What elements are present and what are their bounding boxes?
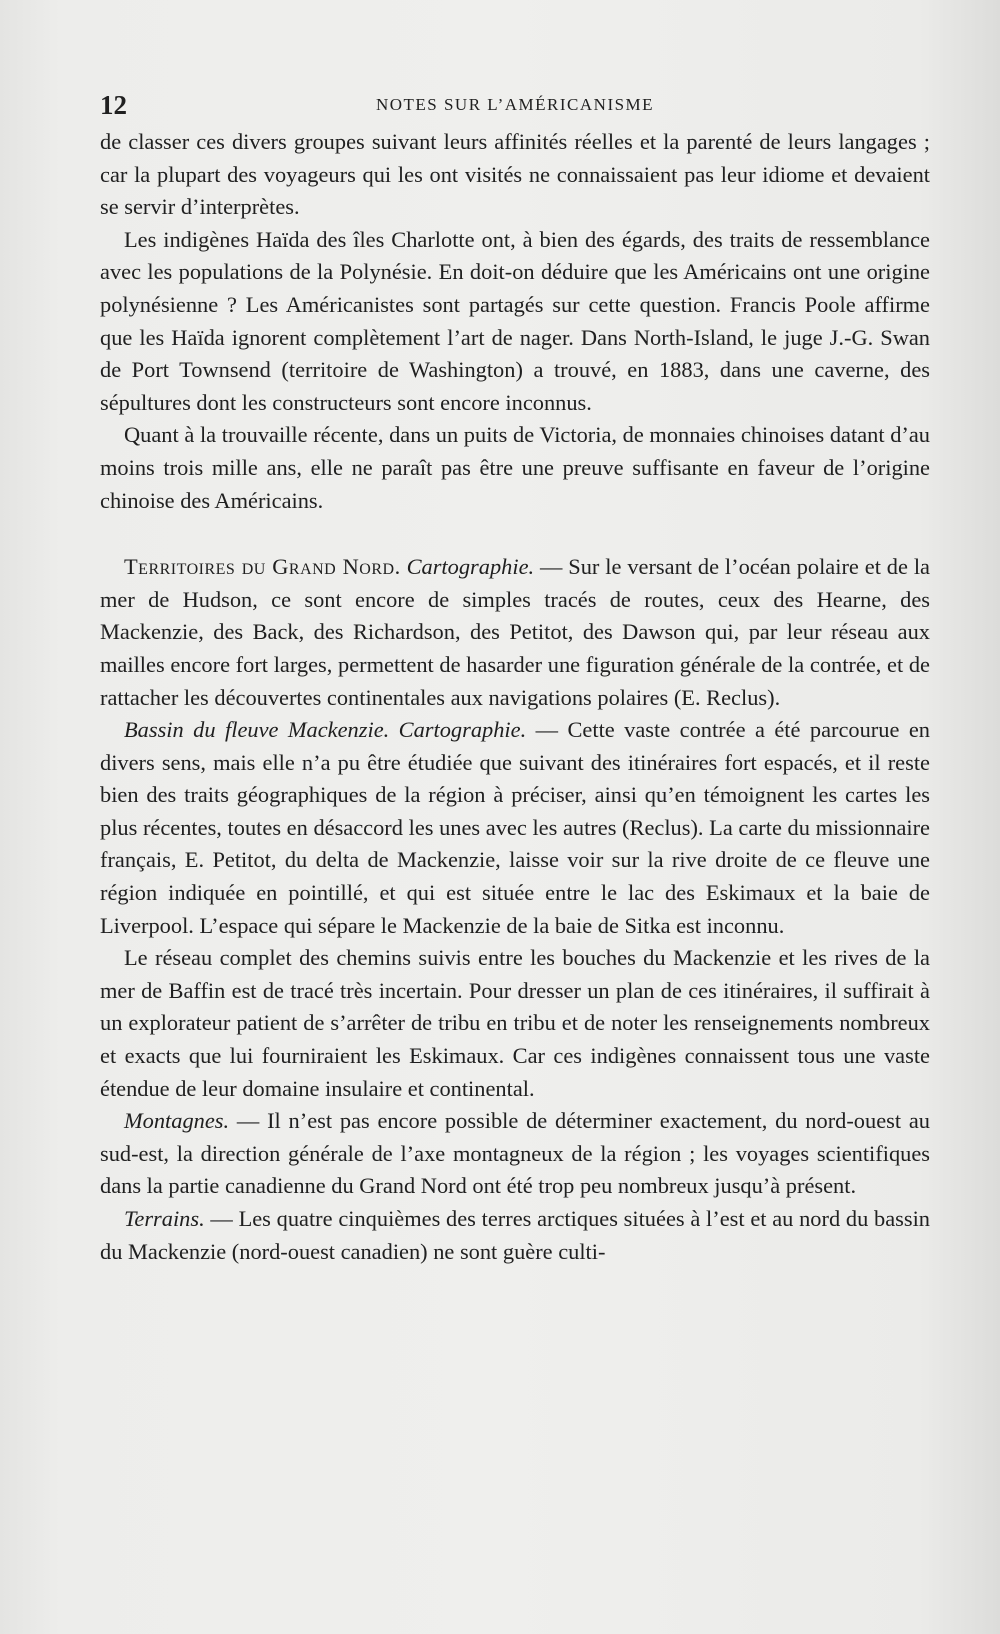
subsection-heading: Bassin du fleuve Mackenzie. Cartographie. (124, 717, 527, 743)
paragraph-reseau (100, 942, 930, 1105)
paragraph-text: Les indigènes Haïda des îles Charlotte ont, à bien des égards, des traits de ressemblance avec les populations de la Polynésie. En doit-on déduire que les Américains ont une origine polynésienne ? Les Américanistes sont partagés sur cette question. Francis Poole affirme que les Haïda ignorent complètement l’art de nager. Dans North-Island, le juge J.-G. Swan de Port Townsend (territoire de Washington) a trouvé, en 1883, dans une caverne, des sépultures dont les constructeurs sont encore inconnus. (100, 226, 930, 415)
paragraph-grand-nord (100, 551, 930, 714)
body-text (100, 126, 930, 1268)
paragraph-victoria (100, 419, 930, 517)
paragraph-mackenzie (100, 714, 930, 942)
paragraph-montagnes (100, 1105, 930, 1203)
paragraph-continuation (100, 126, 930, 224)
running-title: NOTES SUR L’AMÉRICANISME (375, 95, 655, 114)
page-number: 12 (100, 90, 127, 120)
paragraph-terrains (100, 1203, 930, 1268)
section-heading: Territoires du Grand Nord. (124, 554, 401, 580)
subsection-heading: Montagnes. (124, 1108, 230, 1134)
paragraph-text: Le réseau complet des chemins suivis entre les bouches du Mackenzie et les rives de la mer de Baffin est de tracé très incertain. Pour dresser un plan de ces itinéraires, il suffirait à un explorateur patient de s’arrêter de tribu en tribu et de noter les renseignements nombreux et exacts que lui fourniraient les Eskimaux. Car ces indigènes connaissent tous une vaste étendue de leur domaine insulaire et continental. (100, 945, 930, 1101)
subsection-heading: Terrains. (124, 1206, 205, 1231)
paragraph-text: Quant à la trouvaille récente, dans un puits de Victoria, de monnaies chinoises datant d’au moins trois mille ans, elle ne paraît pas être une preuve suffisante en faveur de l’origine chinoise des Américains. (100, 422, 930, 513)
paragraph-text: — Il n’est pas encore possible de déterminer exactement, du nord-ouest au sud-est, la direction générale de l’axe montagneux de la région ; les voyages scientifiques dans la partie canadienne du Grand Nord ont été trop peu nombreux jusqu’à présent. (100, 1108, 930, 1199)
paragraph-text: — Les quatre cinquièmes des terres arctiques situées à l’est et au nord du bassin du Mackenzie (nord-ouest canadien) ne sont guère culti- (100, 1206, 930, 1264)
subsection-heading: Cartographie. (406, 554, 535, 580)
page-header (100, 90, 930, 126)
paragraph-text: de classer ces divers groupes suivant leurs affinités réelles et la parenté de leurs langages ; car la plupart des voyageurs qui les ont visités ne connaissaient pas leur idiome et devaient se servir d’interprètes. (100, 129, 930, 220)
paragraph-haida (100, 224, 930, 420)
paragraph-text: — Cette vaste contrée a été parcourue en divers sens, mais elle n’a pu être étudiée que suivant des itinéraires fort espacés, et il reste bien des traits géographiques de la région à préciser, ainsi qu’en témoignent les cartes les plus récentes, toutes en désaccord les unes avec les autres (Reclus). La carte du missionnaire français, E. Petitot, du delta de Mackenzie, laisse voir sur la rive droite de ce fleuve une région indiquée en pointillé, et qui est située entre le lac des Eskimaux et la baie de Liverpool. L’espace qui sépare le Mackenzie de la baie de Sitka est inconnu. (100, 717, 930, 938)
paragraph-text: — Sur le versant de l’océan polaire et de la mer de Hudson, ce sont encore de simples tracés de routes, ceux des Hearne, des Mackenzie, des Back, des Richardson, des Petitot, des Dawson qui, par leur réseau aux mailles encore fort larges, permettent de hasarder une figuration générale de la contrée, et de rattacher les découvertes continentales aux navigations polaires (E. Reclus). (100, 554, 930, 710)
